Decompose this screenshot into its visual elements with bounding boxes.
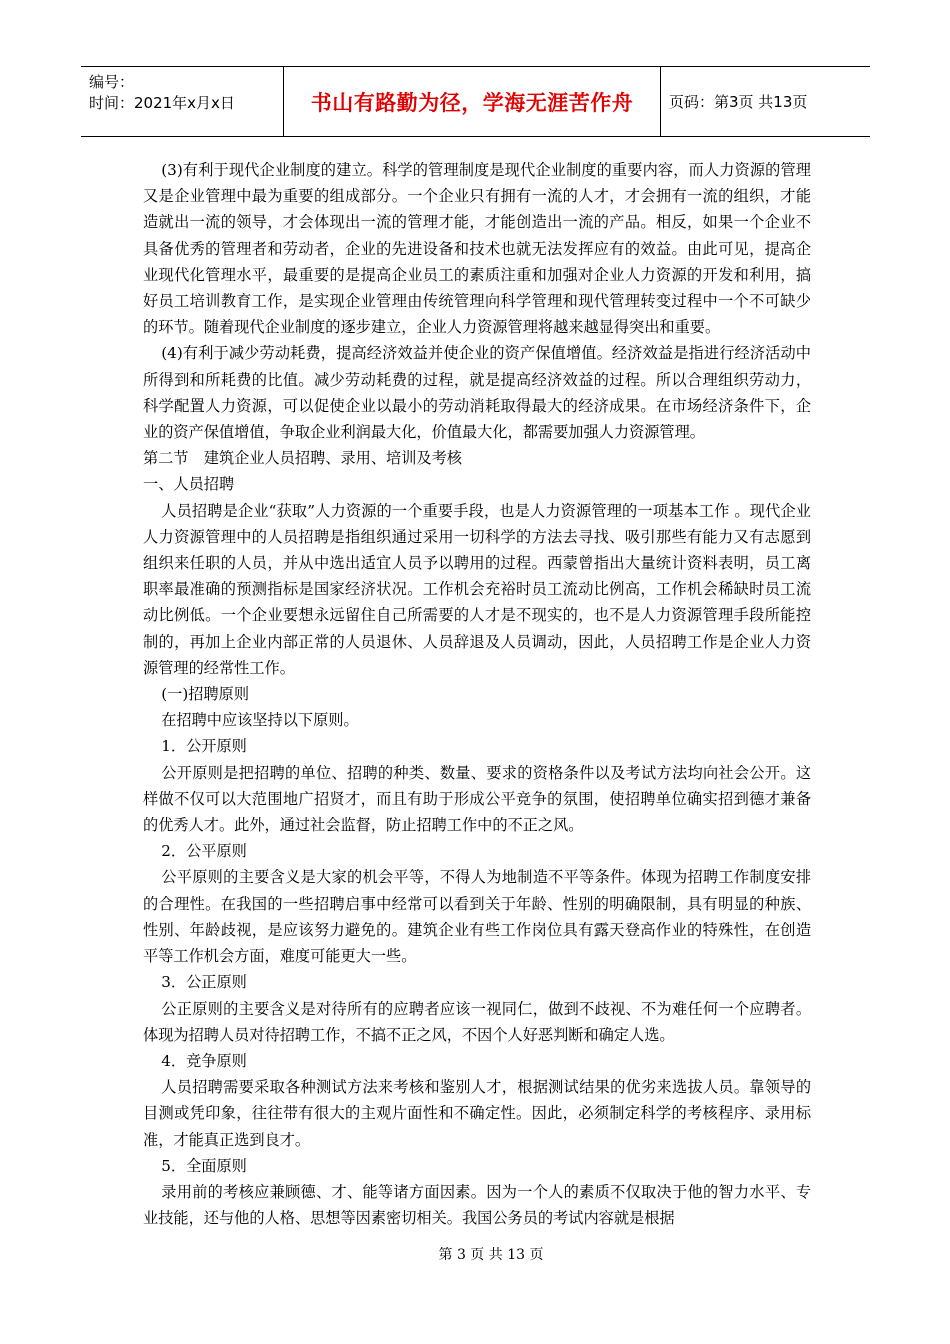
paragraph-principles-intro: 在招聘中应该坚持以下原则。 (161, 711, 359, 730)
heading-recruitment-principles: (一)招聘原则 (161, 685, 250, 704)
heading-principle-open: 1．公开原则 (161, 737, 247, 756)
document-number-label: 编号： (89, 73, 135, 91)
paragraph-recruitment-intro: 人员招聘是企业“获取”人力资源的一个重要手段，也是人力资源管理的一项基本工作 。现代企业人力资源管理中的人员招聘是指组织通过采用一切科学的方法去寻找、吸引那些有能力又有志愿到组织来任职的人员，并从中选出适宜人员予以聘用的过程。西蒙曾指出大量统计资料表明，员工离职率最准确的预测指标是国家经济状况。工作机会充裕时员工流动比例高，工作机会稀缺时员工流动比例低。一个企业要想永远留住自己所需要的人才是不现实的，也不是人力资源管理手段所能控制的，再加上企业内部正常的人员退休、人员辞退及人员调动，因此，人员招聘工作是企业人力资源管理的经常性工作。 (143, 501, 811, 677)
section-title: 第二节 建筑企业人员招聘、录用、培训及考核 (143, 449, 462, 468)
paragraph-principle-just: 公正原则的主要含义是对待所有的应聘者应该一视同仁，做到不歧视、不为难任何一个应聘者。体现为招聘人员对待招聘工作，不搞不正之风，不因个人好恶判断和确定人选。 (143, 999, 811, 1044)
paragraph-principle-comprehensive: 录用前的考核应兼顾德、才、能等诸方面因素。因为一个人的素质不仅取决于他的智力水平、专业技能，还与他的人格、思想等因素密切相关。我国公务员的考试内容就是根据 (143, 1182, 811, 1228)
header-page-info: 页码：第3页 共13页 (669, 93, 808, 111)
header-motto: 书山有路勤为径，学海无涯苦作舟 (284, 67, 661, 136)
heading-principle-comprehensive: 5．全面原则 (161, 1156, 247, 1175)
paragraph-economic-benefit: (4)有利于减少劳动耗费，提高经济效益并使企业的资产保值增值。经济效益是指进行经济活动中所得到和所耗费的比值。减少劳动耗费的过程，就是提高经济效益的过程。所以合理组织劳动力，科学配置人力资源，可以促使企业以最小的劳动消耗取得最大的经济成果。在市场经济条件下，企业的资产保值增值，争取企业利润最大化，价值最大化，都需要加强人力资源管理。 (143, 344, 811, 442)
subsection-title: 一、人员招聘 (143, 475, 235, 494)
paragraph-principle-competition: 人员招聘需要采取各种测试方法来考核和鉴别人才，根据测试结果的优劣来选拔人员。靠领导的目测或凭印象，往往带有很大的主观片面性和不确定性。因此，必须制定科学的考核程序、录用标准，才能真正选到良才。 (143, 1078, 811, 1149)
paragraph-modern-enterprise: (3)有利于现代企业制度的建立。科学的管理制度是现代企业制度的重要内容，而人力资源的管理又是企业管理中最为重要的组成部分。一个企业只有拥有一流的人才，才会拥有一流的组织，才能造就出一流的领导，才会体现出一流的管理才能，才能创造出一流的产品。相反，如果一个企业不具备优秀的管理者和劳动者，企业的先进设备和技术也就无法发挥应有的效益。由此可见，提高企业现代化管理水平，最重要的是提高企业员工的素质注重和加强对企业人力资源的开发和利用，搞好员工培训教育工作，是实现企业管理由传统管理向科学管理和现代管理转变过程中一个不可缺少的环节。随着现代企业制度的逐步建立，企业人力资源管理将越来越显得突出和重要。 (143, 161, 811, 337)
document-body (143, 157, 811, 1231)
heading-principle-competition: 4．竞争原则 (161, 1051, 247, 1070)
heading-principle-fair: 2．公平原则 (161, 842, 247, 861)
page-footer: 第 3 页 共 13 页 (438, 1247, 544, 1263)
heading-principle-just: 3．公正原则 (161, 973, 247, 992)
paragraph-principle-open: 公开原则是把招聘的单位、招聘的种类、数量、要求的资格条件以及考试方法均向社会公开。这样做不仅可以大范围地广招贤才，而且有助于形成公平竞争的氛围，使招聘单位确实招到德才兼备的优秀人才。此外，通过社会监督，防止招聘工作中的不正之风。 (143, 763, 811, 835)
header-meta (81, 67, 284, 136)
document-time-label: 时间：2021年x月x日 (89, 94, 235, 112)
page-header (81, 66, 870, 137)
paragraph-principle-fair: 公平原则的主要含义是大家的机会平等，不得人为地制造不平等条件。体现为招聘工作制度安排的合理性。在我国的一些招聘启事中经常可以看到关于年龄、性别的明确限制，具有明显的种族、性别、年龄歧视，是应该努力避免的。建筑企业有些工作岗位具有露天登高作业的特殊性，在创造平等工作机会方面，难度可能更大一些。 (143, 868, 811, 966)
